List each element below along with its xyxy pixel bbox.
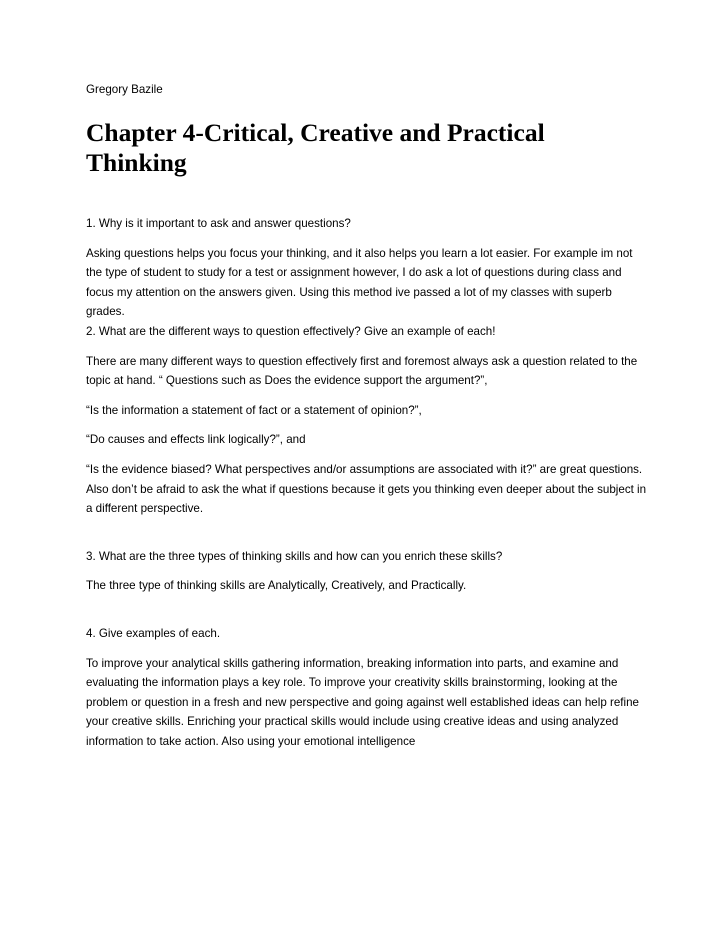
answer-2-question-fact: “Is the information a statement of fact or a statement of opinion?”,: [86, 403, 422, 417]
answer-2-question-causes: “Do causes and effects link logically?”, and: [86, 433, 306, 447]
question-1: 1. Why is it important to ask and answer questions?: [86, 217, 351, 230]
author-name: Gregory Bazile: [86, 83, 163, 96]
answer-4: To improve your analytical skills gathering information, breaking information into parts, and examine and evaluating the information plays a key role. To improve your creativity skills brainstorming, looking at the problem or question in a fresh and new perspective and going against well established ideas can help refine your creative skills. Enriching your practical skills would include using creative ideas and using analyzed information to take action. Also using your emotional intelligence: [86, 656, 639, 748]
document-body: [86, 80, 651, 751]
answer-1: Asking questions helps you focus your thinking, and it also helps you learn a lot easier. For example im not the type of student to study for a test or assignment however, I do ask a lot of questions during class and focus my attention on the answers given. Using this method ive passed a lot of my classes with superb grades.: [86, 246, 633, 319]
question-4: 4. Give examples of each.: [86, 626, 221, 640]
question-2: 2. What are the different ways to question effectively? Give an example of each!: [86, 324, 496, 338]
answer-2-question-biased: “Is the evidence biased? What perspectives and/or assumptions are associated with it?” are great questions. Also don’t be afraid to ask the what if questions because it gets you thinking even deeper about the subject in a different perspective.: [86, 462, 647, 516]
answer-2-intro: There are many different ways to question effectively first and foremost always ask a question related to the topic at hand. “ Questions such as Does the evidence support the argument?”,: [86, 354, 638, 388]
chapter-title: Chapter 4-Critical, Creative and Practical Thinking: [86, 118, 545, 177]
question-3: 3. What are the three types of thinking skills and how can you enrich these skills?: [86, 549, 503, 563]
answer-3: The three type of thinking skills are Analytically, Creatively, and Practically.: [86, 579, 467, 593]
